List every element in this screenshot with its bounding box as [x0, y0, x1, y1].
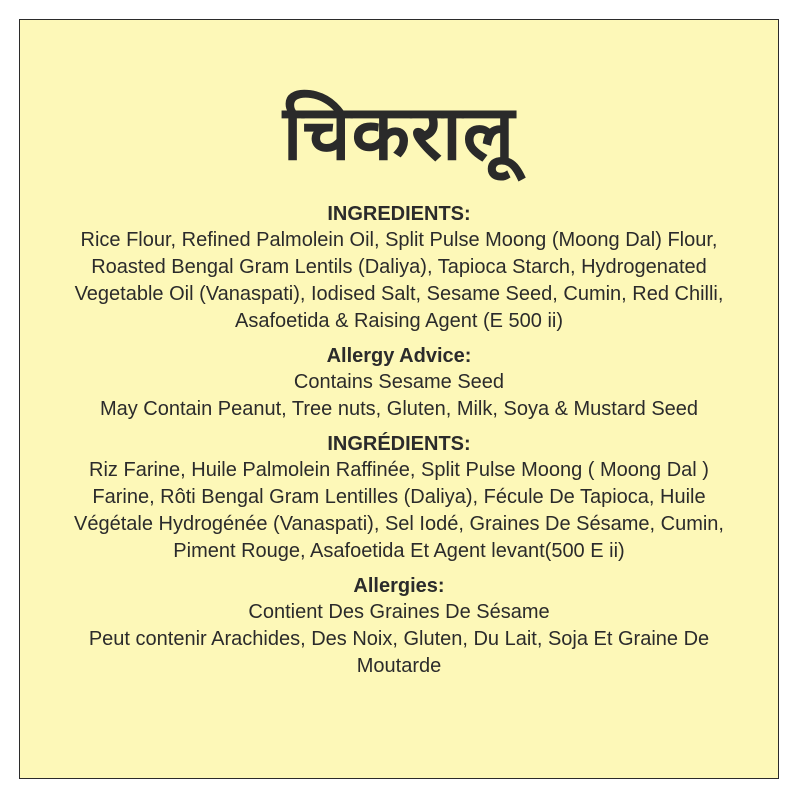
ingredients-fr-line: Végétale Hydrogénée (Vanaspati), Sel Iodé, Graines De Sésame, Cumin,	[74, 513, 724, 535]
ingredients-en-line: Rice Flour, Refined Palmolein Oil, Split Pulse Moong (Moong Dal) Flour,	[80, 229, 718, 251]
product-title: चिकरालू	[282, 88, 516, 177]
allergy-fr-heading: Allergies:	[353, 575, 445, 597]
ingredients-en-line: Vegetable Oil (Vanaspati), Iodised Salt, Sesame Seed, Cumin, Red Chilli,	[74, 283, 724, 305]
label-content	[30, 201, 768, 680]
ingredients-fr-line: Farine, Rôti Bengal Gram Lentilles (Daliya), Fécule De Tapioca, Huile	[92, 486, 706, 508]
allergy-en-section	[30, 343, 768, 423]
spacer	[30, 565, 768, 573]
spacer	[30, 423, 768, 431]
ingredients-en-heading: INGREDIENTS:	[327, 203, 471, 225]
allergy-en-heading: Allergy Advice:	[326, 345, 472, 367]
ingredients-en-line: Asafoetida & Raising Agent (E 500 ii)	[235, 310, 563, 332]
allergy-fr-section	[30, 573, 768, 680]
ingredients-fr-line: Riz Farine, Huile Palmolein Raffinée, Split Pulse Moong ( Moong Dal )	[89, 459, 709, 481]
allergy-en-line: May Contain Peanut, Tree nuts, Gluten, Milk, Soya & Mustard Seed	[99, 398, 699, 420]
ingredients-en-line: Roasted Bengal Gram Lentils (Daliya), Tapioca Starch, Hydrogenated	[91, 256, 707, 278]
ingredients-en-section	[30, 201, 768, 335]
ingredients-fr-section	[30, 431, 768, 565]
ingredients-fr-heading: INGRÉDIENTS:	[327, 433, 471, 455]
allergy-fr-line: Moutarde	[356, 655, 442, 677]
spacer	[30, 335, 768, 343]
allergy-fr-line: Contient Des Graines De Sésame	[248, 601, 550, 623]
product-label	[19, 19, 779, 779]
allergy-fr-line: Peut contenir Arachides, Des Noix, Gluten, Du Lait, Soja Et Graine De	[88, 628, 710, 650]
ingredients-fr-line: Piment Rouge, Asafoetida Et Agent levant(500 E ii)	[173, 540, 625, 562]
allergy-en-line: Contains Sesame Seed	[293, 371, 505, 393]
